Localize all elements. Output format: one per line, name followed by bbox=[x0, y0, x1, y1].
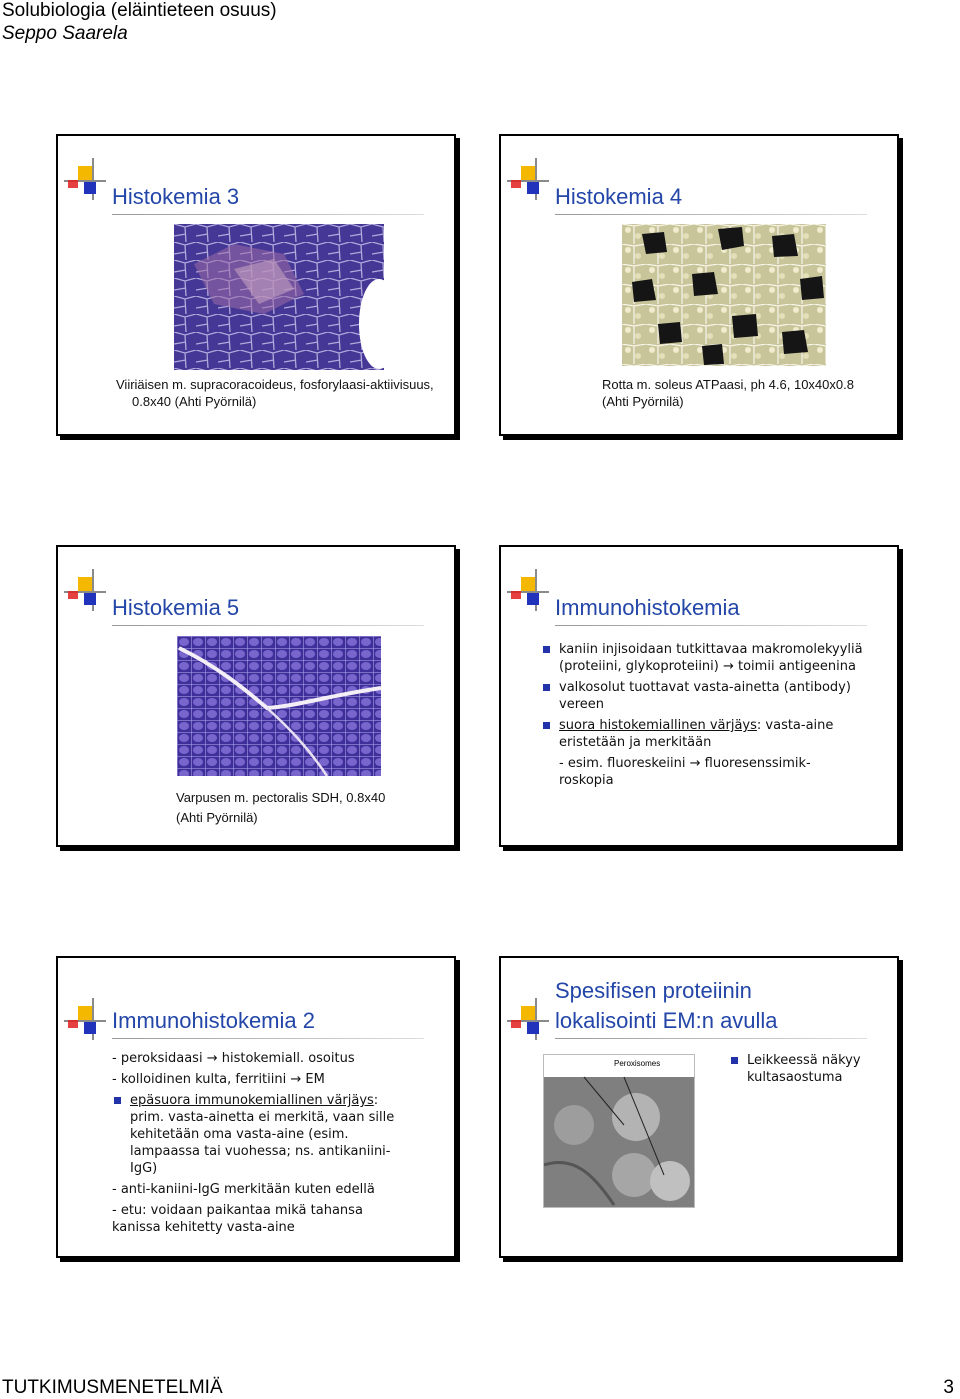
figure-caption-line1: Varpusen m. pectoralis SDH, 0.8x40 bbox=[176, 790, 386, 805]
slide-logo-icon bbox=[507, 158, 549, 200]
slide-title: Histokemia 4 bbox=[555, 184, 683, 209]
list-item: - peroksidaasi → histokemiall. osoitus bbox=[112, 1051, 355, 1066]
em-micrograph bbox=[543, 1054, 695, 1208]
document-author: Seppo Saarela bbox=[2, 23, 128, 44]
slide-logo-icon bbox=[64, 158, 106, 200]
slide-title: Immunohistokemia bbox=[555, 595, 740, 620]
figure-caption-line2: (Ahti Pyörnilä) bbox=[176, 810, 258, 825]
figure-caption-line1: Rotta m. soleus ATPaasi, ph 4.6, 10x40x0.8 bbox=[602, 377, 854, 392]
slide-immunohistokemia-2 bbox=[56, 956, 456, 1258]
bullet-text: : prim. vasta-ainetta ei merkitä, vaan sille kehitetään oma vasta-aine (esim. lampaassa tai vuohessa; ns. antikaniini-IgG) bbox=[130, 1093, 395, 1176]
page-number: 3 bbox=[943, 1377, 954, 1398]
footer-title: TUTKIMUSMENETELMIÄ bbox=[2, 1377, 223, 1398]
slide-logo-icon bbox=[64, 998, 106, 1040]
slide-title: Histokemia 5 bbox=[112, 595, 240, 620]
slide-logo-icon bbox=[507, 998, 549, 1040]
slide-histokemia-4 bbox=[499, 134, 899, 436]
slide-title-line1: Spesifisen proteiinin bbox=[555, 978, 752, 1003]
underlined-term: suora histokemiallinen värjäys bbox=[559, 718, 757, 733]
slide-title-line2: lokalisointi EM:n avulla bbox=[555, 1008, 778, 1033]
bullet-item: valkosolut tuottavat vasta-ainetta (antibody) vereen bbox=[541, 679, 881, 713]
micrograph-image bbox=[177, 636, 381, 776]
figure-caption-line2: (Ahti Pyörnilä) bbox=[602, 394, 684, 409]
bullet-item: kaniin injisoidaan tutkittavaa makromolekyyliä (proteiini, glykoproteiini) → toimii antigeenina bbox=[541, 641, 881, 675]
bullet-text: : vasta-aine eristetään ja merkitään bbox=[559, 718, 834, 750]
slide-histokemia-5 bbox=[56, 545, 456, 847]
underlined-term: epäsuora immunokemiallinen värjäys bbox=[130, 1093, 374, 1108]
slide-title: Immunohistokemia 2 bbox=[112, 1008, 315, 1033]
slide-title: Histokemia 3 bbox=[112, 184, 240, 209]
slide-logo-icon bbox=[64, 569, 106, 611]
sub-item: - esim. fluoreskeiini → fluoresenssimik-roskopia bbox=[559, 756, 811, 788]
figure-caption-line2: 0.8x40 (Ahti Pyörnilä) bbox=[132, 394, 257, 409]
document-title: Solubiologia (eläintieteen osuus) bbox=[2, 0, 277, 21]
bullet-item bbox=[541, 717, 881, 751]
em-label: Peroxisomes bbox=[614, 1059, 661, 1068]
list-item: - anti-kaniini-IgG merkitään kuten edellä bbox=[112, 1182, 375, 1197]
micrograph-image bbox=[174, 224, 384, 370]
slide-logo-icon bbox=[507, 569, 549, 611]
slide-em-localization bbox=[499, 956, 899, 1258]
list-item: - etu: voidaan paikantaa mikä tahansa kanissa kehitetty vasta-aine bbox=[112, 1203, 363, 1235]
bullet-item: Leikkeessä näkyy kultasaostuma bbox=[729, 1052, 889, 1086]
bullet-item bbox=[112, 1092, 412, 1177]
list-item: - kolloidinen kulta, ferritiini → EM bbox=[112, 1072, 325, 1087]
slide-histokemia-3 bbox=[56, 134, 456, 436]
figure-caption-line1: Viiriäisen m. supracoracoideus, fosforylaasi-aktiivisuus, bbox=[116, 377, 434, 392]
micrograph-image bbox=[622, 224, 826, 366]
slide-immunohistokemia bbox=[499, 545, 899, 847]
